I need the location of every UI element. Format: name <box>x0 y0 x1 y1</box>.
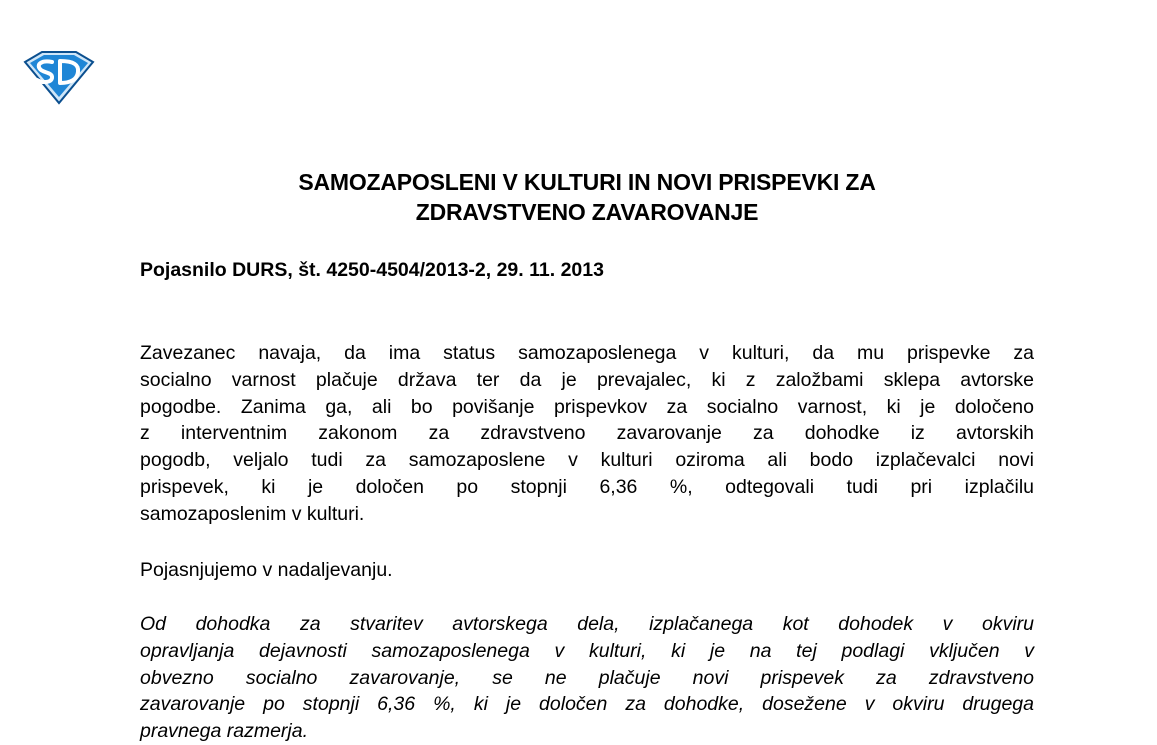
logo-emblem-icon <box>22 50 96 105</box>
document-title <box>140 167 1034 227</box>
title-line: SAMOZAPOSLENI V KULTURI IN NOVI PRISPEVKI ZA <box>298 169 876 195</box>
paragraph-line: pogodb, veljalo tudi za samozaposlene v kulturi oziroma ali bodo izplačevalci novi <box>140 449 1034 472</box>
paragraph-line: socialno varnost plačuje država ter da je prevajalec, ki z založbami sklepa avtorske <box>140 368 1034 391</box>
paragraph-line: pogodbe. Zanima ga, ali bo povišanje prispevkov za socialno varnost, ki je določeno <box>140 395 1034 418</box>
paragraph-line: Od dohodka za stvaritev avtorskega dela, izplačanega kot dohodek v okviru <box>140 613 1034 635</box>
paragraph-line: z interventnim zakonom za zdravstveno zavarovanje za dohodke iz avtorskih <box>140 422 1034 445</box>
paragraph-line: prispevek, ki je določen po stopnji 6,36 %, odtegovali tudi pri izplačilu <box>140 475 1034 498</box>
paragraph-line: zavarovanje po stopnji 6,36 %, ki je določen za dohodke, dosežene v okviru drugega <box>140 693 1034 716</box>
paragraph-answer <box>140 611 1034 745</box>
document-subtitle: Pojasnilo DURS, št. 4250-4504/2013-2, 29. 11. 2013 <box>140 259 604 281</box>
paragraph-line: Pojasnjujemo v nadaljevanju. <box>140 559 393 581</box>
paragraph-line: Zavezanec navaja, da ima status samozaposlenega v kulturi, da mu prispevke za <box>140 342 1034 364</box>
paragraph-intro <box>140 557 1034 584</box>
paragraph-line: samozaposlenim v kulturi. <box>140 502 365 525</box>
paragraph-line: opravljanja dejavnosti samozaposlenega v kulturi, ki je na tej podlagi vključen v <box>140 639 1034 662</box>
title-line: ZDRAVSTVENO ZAVAROVANJE <box>415 199 759 225</box>
paragraph-line: obvezno socialno zavarovanje, se ne plačuje novi prispevek za zdravstveno <box>140 666 1034 689</box>
paragraph-question <box>140 340 1034 528</box>
paragraph-line: pravnega razmerja. <box>140 720 308 743</box>
